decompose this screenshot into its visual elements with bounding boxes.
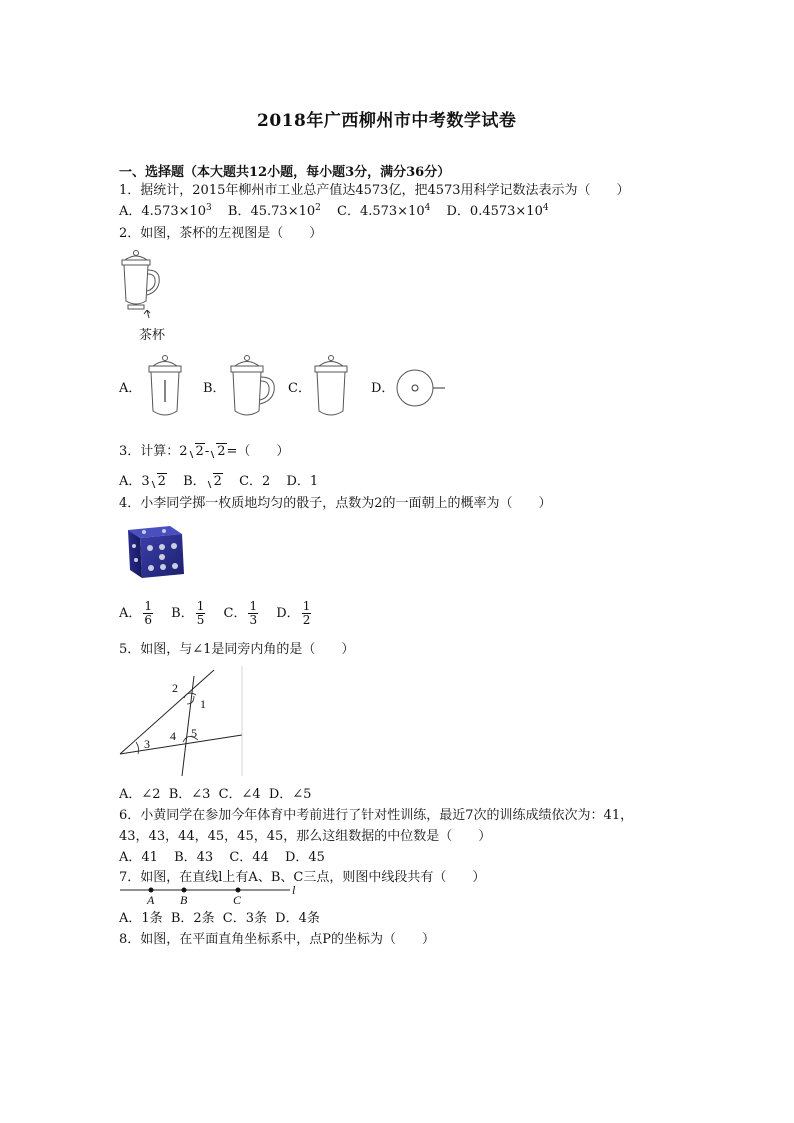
point-label-a: A	[147, 893, 155, 907]
option-c: C．2	[239, 474, 271, 489]
option-a-label: A．	[119, 381, 142, 396]
section-heading: 一、选择题（本大题共12小题，每小题3分，满分36分）	[119, 165, 451, 180]
option-b: B． 2	[183, 474, 222, 489]
question-6-stem-line1: 6．小黄同学在参加今年体育中考前进行了针对性训练，最近7次的训练成绩依次为：41，	[119, 808, 634, 823]
question-3-stem: 3．计算：2 2- 2=（ ）	[119, 444, 290, 459]
option-d: D．45	[284, 850, 325, 865]
option-a: A．$4.573\times 10^3$	[119, 203, 212, 219]
question-5-stem: 5．如图，与∠1是同旁内角的是（ ）	[119, 642, 355, 657]
question-3-options	[119, 473, 330, 490]
point-label-b: B	[180, 893, 188, 907]
option-a: A． $\frac{1}{6}$	[119, 599, 153, 627]
angle-label-1: 1	[200, 697, 206, 711]
option-b-figure	[226, 353, 280, 421]
question-7-options	[119, 910, 332, 927]
question-2-stem: 2．如图，茶杯的左视图是（ ）	[119, 226, 323, 241]
option-d-figure	[395, 368, 447, 408]
sqrt-symbol: 2	[209, 443, 226, 460]
question-1-stem: 1．据统计，2015年柳州市工业总产值达4573亿，把4573用科学记数法表示为（ ）	[119, 183, 630, 198]
teacup-caption: 茶杯	[139, 328, 166, 343]
option-c: C．3条	[222, 911, 267, 926]
question-7-stem: 7．如图，在直线l上有A、B、C三点，则图中线段共有（ ）	[119, 870, 486, 885]
question-4-stem: 4．小李同学掷一枚质地均匀的骰子，点数为2的一面朝上的概率为（ ）	[119, 496, 552, 511]
option-a: A．∠2	[119, 787, 161, 802]
option-b-label: B．	[203, 381, 226, 396]
page-title: 2018年广西柳州市中考数学试卷	[257, 111, 517, 131]
option-d: D．4条	[275, 911, 320, 926]
option-b: B．43	[174, 850, 214, 865]
question-1-options	[119, 203, 561, 220]
option-a: A．3 2	[119, 474, 166, 489]
line-segment-figure	[118, 882, 303, 906]
option-c: C． $\frac{1}{3}$	[223, 599, 258, 627]
question-8-stem: 8．如图，在平面直角坐标系中，点P的坐标为（ ）	[119, 932, 436, 947]
sqrt-symbol: 2	[188, 443, 205, 460]
option-c: C．44	[229, 850, 269, 865]
question-5-options	[119, 786, 323, 803]
option-a-figure	[144, 353, 186, 421]
angle-label-5: 5	[191, 726, 197, 740]
option-a: A．41	[119, 850, 158, 865]
line-label-l: l	[292, 883, 296, 897]
option-d: D．1	[286, 474, 319, 489]
option-d: D．∠5	[268, 787, 312, 802]
option-d: D．$0.4573\times 10^4$	[446, 203, 549, 219]
option-c: C．∠4	[218, 787, 261, 802]
option-b: B．2条	[170, 911, 215, 926]
question-4-options	[119, 600, 325, 627]
dice-image	[124, 520, 188, 584]
option-c-label: C．	[288, 381, 311, 396]
option-b: B．∠3	[168, 787, 211, 802]
option-a: A．1条	[119, 911, 163, 926]
option-c: C．$4.573\times 10^4$	[337, 203, 431, 219]
angle-label-4: 4	[170, 729, 176, 743]
question-6-stem-line2: 43，43，44，45，45，45，那么这组数据的中位数是（ ）	[119, 829, 492, 844]
option-d-label: D．	[371, 381, 395, 396]
option-b: B． $\frac{1}{5}$	[171, 599, 205, 627]
teacup-figure	[115, 248, 175, 323]
point-label-c: C	[233, 893, 242, 907]
option-b: B．$45.73\times 10^2$	[227, 203, 321, 219]
question-6-options	[119, 849, 337, 866]
angle-label-3: 3	[144, 737, 150, 751]
angle-label-2: 2	[172, 681, 178, 695]
angles-figure	[118, 662, 248, 778]
option-c-figure	[310, 353, 352, 421]
option-d: D． $\frac{1}{2}$	[276, 599, 311, 627]
